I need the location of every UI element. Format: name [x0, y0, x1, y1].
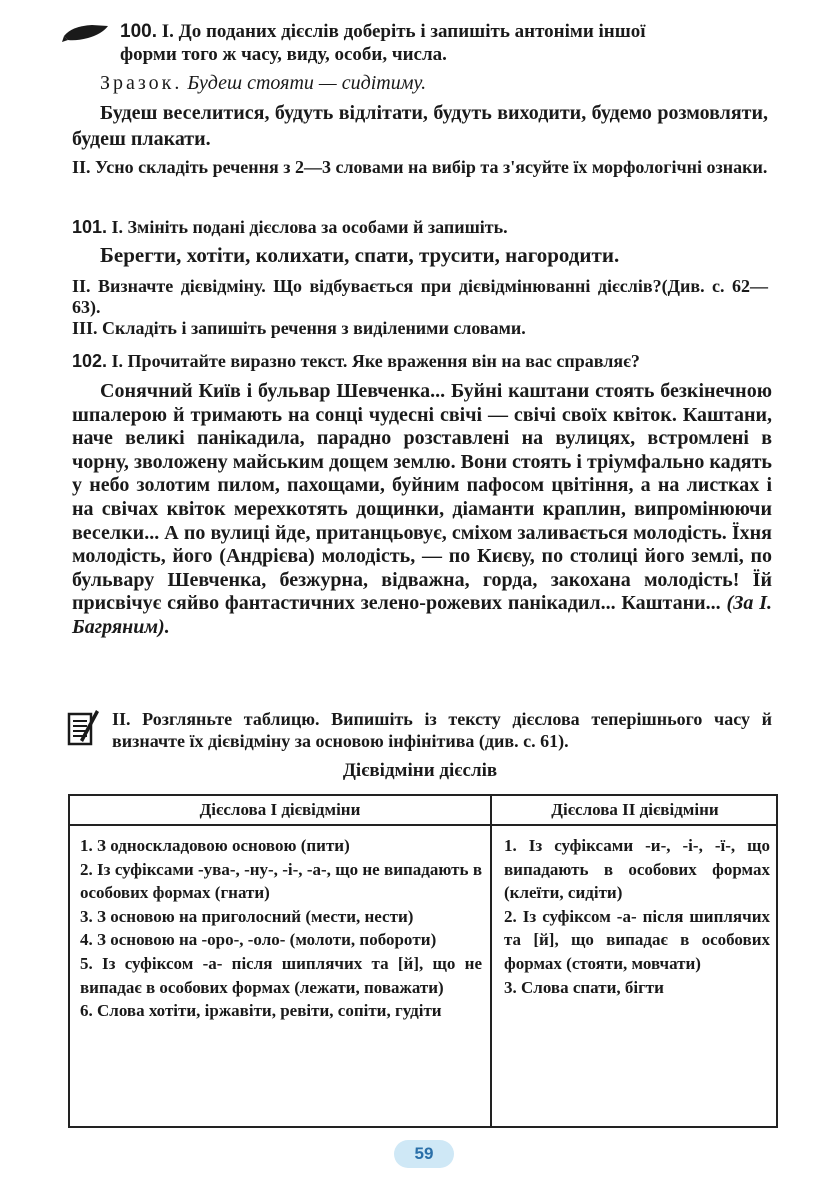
table-cell-item: 5. Із суфіксом -а- після шиплячих та [й], що не випадає в особових формах (лежати, поважати)	[80, 953, 482, 997]
exercise-101-task-1: І. Змініть подані дієслова за особами й запишіть.	[111, 217, 508, 237]
exercise-number: 102.	[72, 351, 108, 371]
reading-passage: Сонячний Київ і бульвар Шевченка... Буйні каштани стоять безкінечною шпалерою й тримають на сонці чудесні свічі — свічі своїх квіток. Каштани, наче великі панікадила, парадно розставлені на вулицях, встромлені в чорну, зволожену майським дощем землю. Вони стоять і тріумфально кадять у небо золотим пилом, пахощами, буйним пафосом цвітіння, а на листках і на свічах квіток мерехкотять дощинки, діаманти краплин, випромінюючи веселки... А по вулиці йде, пританцьовує, сміхом заливається молодість. Їхня молодість, його (Андрієва) молодість, — по Києву, по столиці його землі, по бульвару Шевченка, безжурна, відважна, горда, закохана молодість! Їй присвічує сяйво фантастичних зелено-рожевих панікадил... Каштани...	[72, 380, 772, 615]
table-title: Дієвідміни дієслів	[342, 760, 498, 781]
exercise-102-text	[72, 380, 772, 640]
sample-text: Будеш стояти — сидітиму.	[187, 72, 427, 94]
exercise-number: 100.	[120, 21, 157, 42]
exercise-102-task-1: І. Прочитайте виразно текст. Яке враження він на вас справляє?	[111, 351, 640, 371]
exercise-100-sample	[100, 70, 780, 96]
first-conjugation-column	[70, 826, 492, 1126]
exercise-102-heading	[72, 350, 772, 372]
exercise-100-words: Будеш веселитися, будуть відлітати, будуть виходити, будемо розмовляти, будеш плакати.	[72, 102, 768, 150]
exercise-101-task-2: ІІ. Визначте дієвідміну. Що відбувається при дієвідмінюванні дієслів?(Див. с. 62—63).	[72, 276, 768, 317]
table-cell-item: 3. Слова спати, бігти	[504, 977, 664, 997]
table-cell-item: 4. З основою на -оро-, -оло- (молоти, поборoти)	[80, 930, 437, 950]
exercise-101-heading	[72, 216, 768, 238]
book-pen-icon	[66, 706, 100, 748]
table-header-first-conjugation: Дієслова І дієвідміни	[70, 796, 492, 826]
exercise-101-task-3: ІІІ. Складіть і запишіть речення з виділеними словами.	[72, 318, 526, 338]
table-cell-item: 6. Слова хотіти, іржавіти, ревіти, сопіти, гудіти	[80, 1001, 442, 1021]
sample-label: Зразок.	[100, 72, 183, 94]
exercise-100-task-1b: форми того ж часу, виду, особи, числа.	[120, 44, 447, 65]
exercise-100-heading	[120, 20, 780, 66]
passage-source: (За І. Багряним).	[72, 592, 773, 638]
second-conjugation-column	[492, 826, 778, 1126]
page-number: 59	[394, 1140, 454, 1168]
exercise-number: 101.	[72, 217, 108, 237]
table-cell-item: 2. Із суфіксом -а- після шиплячих та [й], що випадає в особових формах (стояти, мовчати)	[504, 906, 770, 973]
table-header-second-conjugation: Дієслова ІІ дієвідміни	[492, 796, 778, 826]
table-cell-item: 3. З основою на приголосний (мести, нести)	[80, 906, 414, 926]
exercise-100-task-1a: І. До поданих дієслів доберіть і запишіть антоніми іншої	[161, 21, 646, 42]
exercise-101-words: Берегти, хотіти, колихати, спати, трусити, нагородити.	[100, 243, 620, 267]
conjugation-table	[68, 794, 778, 1128]
exercise-100-task-2: ІІ. Усно складіть речення з 2—3 словами на вибір та з'ясуйте їх морфологічні ознаки.	[72, 157, 768, 177]
table-cell-item: 2. Із суфіксами -ува-, -ну-, -і-, -а-, що не випадають в особових формах (гнати)	[80, 859, 482, 903]
pen-icon	[62, 22, 110, 44]
table-cell-item: 1. Із суфіксами -и-, -і-, -ї-, що випадають в особових формах (клеїти, сидіти)	[504, 836, 770, 903]
table-cell-item: 1. З односкладовою основою (пити)	[80, 836, 350, 855]
exercise-102-task-2: ІІ. Розгляньте таблицю. Випишіть із тексту дієслова теперішнього часу й визначте їх дієвідміну за основою інфінітива (див. с. 61).	[112, 709, 772, 751]
